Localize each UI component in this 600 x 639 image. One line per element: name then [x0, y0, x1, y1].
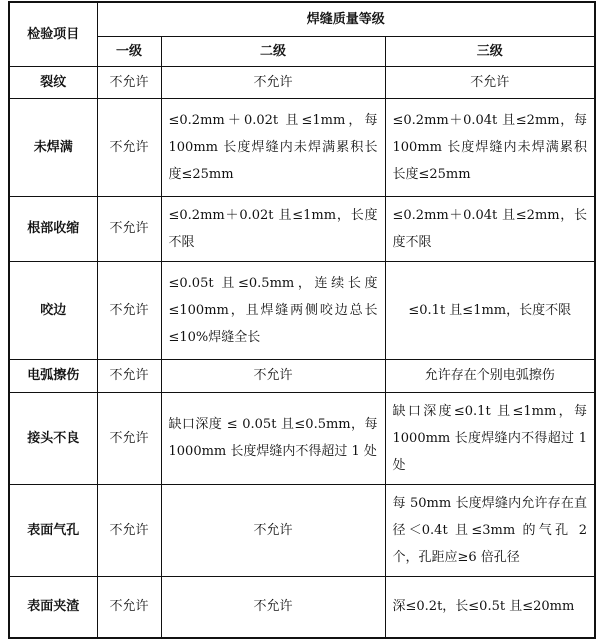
row-item: 根部收缩: [9, 196, 97, 261]
table-row: [9, 66, 595, 98]
table-row: [9, 484, 595, 576]
header-row-1: [9, 2, 595, 36]
row-grade3: ≤0.1t 且≤1mm，长度不限: [385, 261, 595, 359]
table-row: [9, 576, 595, 638]
row-item: 咬边: [9, 261, 97, 359]
document-page: [8, 1, 594, 637]
row-grade2: ≤0.2mm＋0.02t 且≤1mm，每 100mm 长度焊缝内未焊满累积长度≤25mm: [161, 98, 385, 196]
row-grade2: ≤0.2mm＋0.02t 且≤1mm，长度不限: [161, 196, 385, 261]
row-grade3: ≤0.2mm＋0.04t 且≤2mm，长度不限: [385, 196, 595, 261]
header-grade-group: 焊缝质量等级: [97, 2, 595, 36]
row-item: 接头不良: [9, 392, 97, 484]
row-grade3: 允许存在个别电弧擦伤: [385, 359, 595, 392]
row-grade3: 每 50mm 长度焊缝内允许存在直径＜0.4t 且≤3mm 的气孔 2 个，孔距应≥6 倍孔径: [385, 484, 595, 576]
header-item: 检验项目: [9, 2, 97, 66]
row-grade1: 不允许: [97, 359, 161, 392]
row-item: 裂纹: [9, 66, 97, 98]
table-row: [9, 196, 595, 261]
row-grade1: 不允许: [97, 98, 161, 196]
row-item: 表面夹渣: [9, 576, 97, 638]
header-grade2: 二级: [161, 36, 385, 66]
row-grade3: 缺口深度≤0.1t 且≤1mm，每 1000mm 长度焊缝内不得超过 1 处: [385, 392, 595, 484]
row-grade1: 不允许: [97, 576, 161, 638]
row-grade2: 不允许: [161, 66, 385, 98]
weld-quality-table: [8, 1, 596, 639]
row-grade2: 不允许: [161, 576, 385, 638]
row-grade2: 不允许: [161, 359, 385, 392]
row-grade3: 不允许: [385, 66, 595, 98]
header-grade3: 三级: [385, 36, 595, 66]
row-grade1: 不允许: [97, 392, 161, 484]
row-grade2: 缺口深度 ≤ 0.05t 且≤0.5mm，每 1000mm 长度焊缝内不得超过 1 处: [161, 392, 385, 484]
table-row: [9, 359, 595, 392]
table-row: [9, 98, 595, 196]
row-grade1: 不允许: [97, 261, 161, 359]
row-item: 电弧擦伤: [9, 359, 97, 392]
row-grade1: 不允许: [97, 66, 161, 98]
table-row: [9, 392, 595, 484]
row-grade3: 深≤0.2t，长≤0.5t 且≤20mm: [385, 576, 595, 638]
table-row: [9, 261, 595, 359]
row-grade1: 不允许: [97, 196, 161, 261]
row-grade3: ≤0.2mm＋0.04t 且≤2mm，每 100mm 长度焊缝内未焊满累积长度≤25mm: [385, 98, 595, 196]
row-item: 未焊满: [9, 98, 97, 196]
row-grade2: 不允许: [161, 484, 385, 576]
row-grade1: 不允许: [97, 484, 161, 576]
header-row-2: [9, 36, 595, 66]
header-grade1: 一级: [97, 36, 161, 66]
row-grade2: ≤0.05t 且≤0.5mm，连续长度≤100mm，且焊缝两侧咬边总长≤10%焊缝全长: [161, 261, 385, 359]
row-item: 表面气孔: [9, 484, 97, 576]
